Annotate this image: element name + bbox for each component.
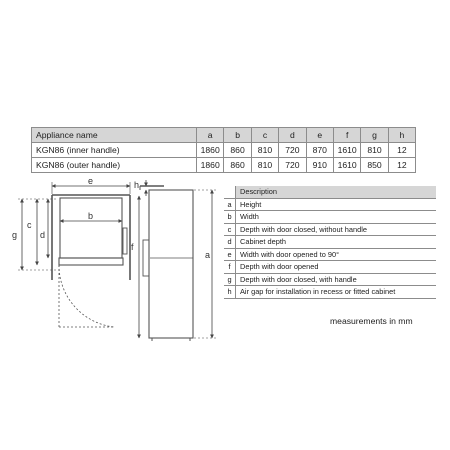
header-col-e: e	[306, 128, 333, 143]
label-c: c	[27, 220, 32, 230]
table-cell: 12	[388, 143, 415, 158]
header-col-c: c	[251, 128, 278, 143]
header-col-h: h	[388, 128, 415, 143]
legend-text: Depth with door opened	[236, 261, 437, 274]
header-col-a: a	[197, 128, 224, 143]
table-cell: 1860	[197, 143, 224, 158]
row-name: KGN86 (inner handle)	[32, 143, 197, 158]
table-cell: 860	[224, 158, 251, 173]
header-col-f: f	[333, 128, 360, 143]
table-cell: 720	[279, 158, 306, 173]
header-col-d: d	[279, 128, 306, 143]
table-cell: 850	[361, 158, 388, 173]
legend-text: Depth with door closed, without handle	[236, 223, 437, 236]
label-b: b	[88, 211, 94, 221]
table-cell: 810	[251, 143, 278, 158]
legend-key: f	[224, 261, 236, 274]
label-a: a	[205, 250, 211, 260]
legend-header	[224, 186, 436, 198]
side-view-drawing	[140, 186, 193, 341]
header-appliance-name: Appliance name	[32, 128, 197, 143]
legend-text: Width with door opened to 90°	[236, 248, 437, 261]
label-h: h	[134, 180, 140, 190]
legend-row	[224, 211, 436, 224]
legend-key: h	[224, 286, 236, 299]
table-cell: 870	[306, 143, 333, 158]
table-cell: 12	[388, 158, 415, 173]
table-cell: 810	[361, 143, 388, 158]
table-cell: 1610	[333, 158, 360, 173]
header-col-b: b	[224, 128, 251, 143]
legend-row	[224, 198, 436, 211]
table-cell: 720	[279, 143, 306, 158]
label-f: f	[131, 242, 134, 252]
table-cell: 1860	[197, 158, 224, 173]
legend-text: Width	[236, 211, 437, 224]
legend-key: e	[224, 248, 236, 261]
legend-text: Cabinet depth	[236, 236, 437, 249]
legend-row	[224, 261, 436, 274]
legend-text: Height	[236, 198, 437, 211]
legend-row	[224, 223, 436, 236]
legend-text: Depth with door closed, with handle	[236, 273, 437, 286]
table-cell: 810	[251, 158, 278, 173]
legend-key: g	[224, 273, 236, 286]
table-cell: 910	[306, 158, 333, 173]
header-col-g: g	[361, 128, 388, 143]
legend-row	[224, 286, 436, 299]
legend-title: Description	[236, 186, 437, 198]
row-name: KGN86 (outer handle)	[32, 158, 197, 173]
legend-row	[224, 273, 436, 286]
unit-note: measurements in mm	[330, 316, 413, 326]
legend-key: b	[224, 211, 236, 224]
label-e: e	[88, 176, 94, 186]
legend-key: c	[224, 223, 236, 236]
legend-row	[224, 236, 436, 249]
legend-text: Air gap for installation in recess or fitted cabinet	[236, 286, 437, 299]
table-cell: 860	[224, 143, 251, 158]
legend-key: a	[224, 198, 236, 211]
label-d: d	[40, 230, 46, 240]
description-legend	[224, 186, 436, 299]
label-g: g	[12, 230, 18, 240]
legend-row	[224, 248, 436, 261]
table-cell: 1610	[333, 143, 360, 158]
legend-key: d	[224, 236, 236, 249]
